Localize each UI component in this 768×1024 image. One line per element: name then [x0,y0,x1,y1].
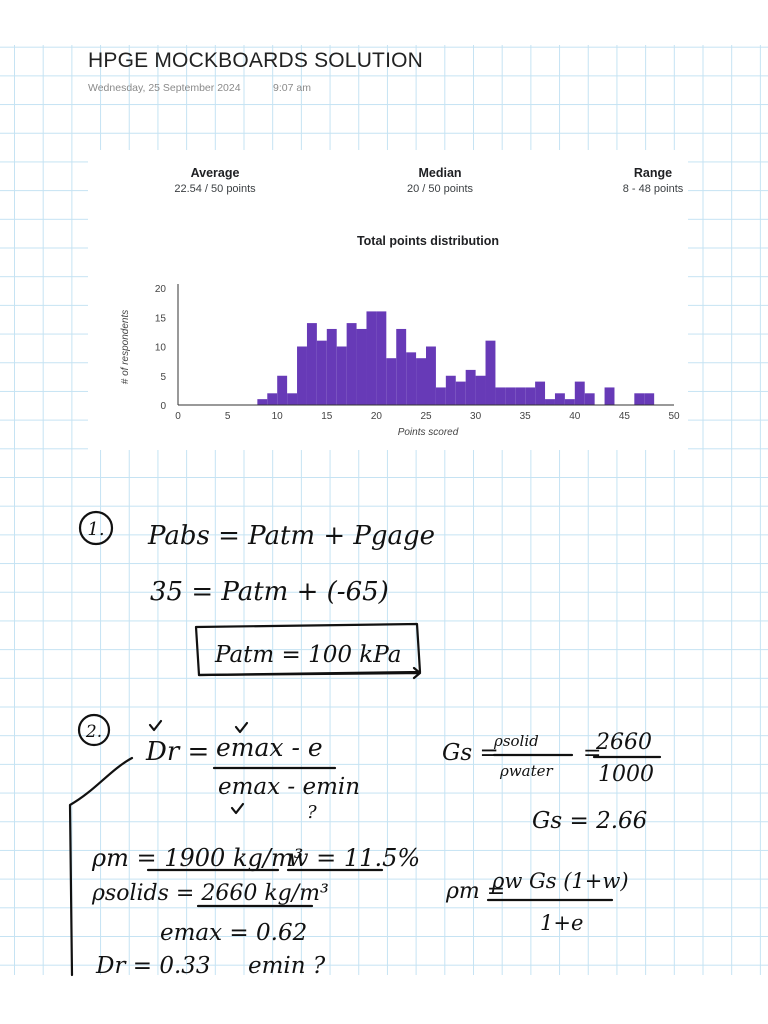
page-date: Wednesday, 25 September 2024 [88,82,241,94]
problem-1-number: 1. [87,519,105,540]
x-tick-label: 50 [668,411,680,422]
relative-density-lhs: Dr = [146,737,210,767]
y-tick-label: 0 [160,401,166,412]
problem-1-answer: Patm = 100 kPa [215,642,402,668]
density-formula-lhs: ρm = [446,879,506,904]
chart-x-axis-label: Points scored [397,427,459,438]
stat-range-label: Range [633,166,673,180]
stat-median-value: 20 / 50 points [406,183,474,195]
density-formula-numerator: ρw Gs (1+w) [492,869,629,893]
relative-density-denominator: emax - emin [218,774,361,800]
x-tick-label: 30 [470,411,482,422]
y-tick-label: 10 [154,342,166,354]
x-tick-label: 45 [618,411,630,422]
given-relative-density: Dr = 0.33 [96,953,211,979]
check-mark-2 [236,723,247,732]
problem-2 [70,715,660,979]
chart-y-axis-label: # of respondents [120,309,131,385]
unknown-emin: emin ? [248,953,326,979]
emin-question-mark: ? [307,802,317,823]
x-tick-label: 40 [569,411,581,422]
gs-denominator: 1000 [598,762,654,787]
gs-fraction-numerator: ρsolid [494,732,539,750]
x-tick-label: 10 [271,411,283,422]
x-tick-label: 5 [224,411,231,422]
gs-fraction-denominator: ρwater [500,762,553,780]
y-tick-label: 20 [154,284,166,295]
gs-numerator: 2660 [596,730,652,755]
given-bulk-density: ρm = 1900 kg/m³ [92,844,304,872]
page-title: HPGE MOCKBOARDS SOLUTION [88,49,424,72]
given-emax: emax = 0.62 [160,920,308,946]
x-tick-label: 15 [321,411,333,422]
chart-title: Total points distribution [356,234,500,248]
stat-average-value: 22.54 / 50 points [174,183,256,195]
relative-density-numerator: emax - e [216,733,323,762]
problem-1-equation-2: 35 = Patm + (-65) [150,577,389,607]
answer-box-arrow [199,668,420,678]
gs-result: Gs = 2.66 [532,808,648,834]
stat-average-label: Average [190,166,240,180]
stat-range-value: 8 - 48 points [622,183,684,195]
gs-equals: = [583,741,602,766]
problem-2-number: 2. [85,722,103,742]
x-tick-label: 0 [175,411,181,422]
x-tick-label: 20 [370,411,382,422]
page-time: 9:07 am [273,82,311,94]
y-tick-label: 5 [160,371,166,383]
check-mark-3 [232,804,243,813]
stat-median-label: Median [418,166,462,180]
x-tick-label: 25 [420,411,432,422]
y-tick-label: 15 [154,313,166,325]
given-water-content: w = 11.5% [288,844,421,872]
problem-1-equation-1: Pabs = Patm + Pgage [148,521,436,551]
density-formula-denominator: 1+e [540,911,584,935]
x-tick-label: 35 [519,411,531,422]
gs-lhs: Gs = [442,740,499,766]
check-mark-1 [150,721,161,730]
given-solids-density: ρsolids = 2660 kg/m³ [92,881,329,906]
problem-1 [80,512,435,678]
